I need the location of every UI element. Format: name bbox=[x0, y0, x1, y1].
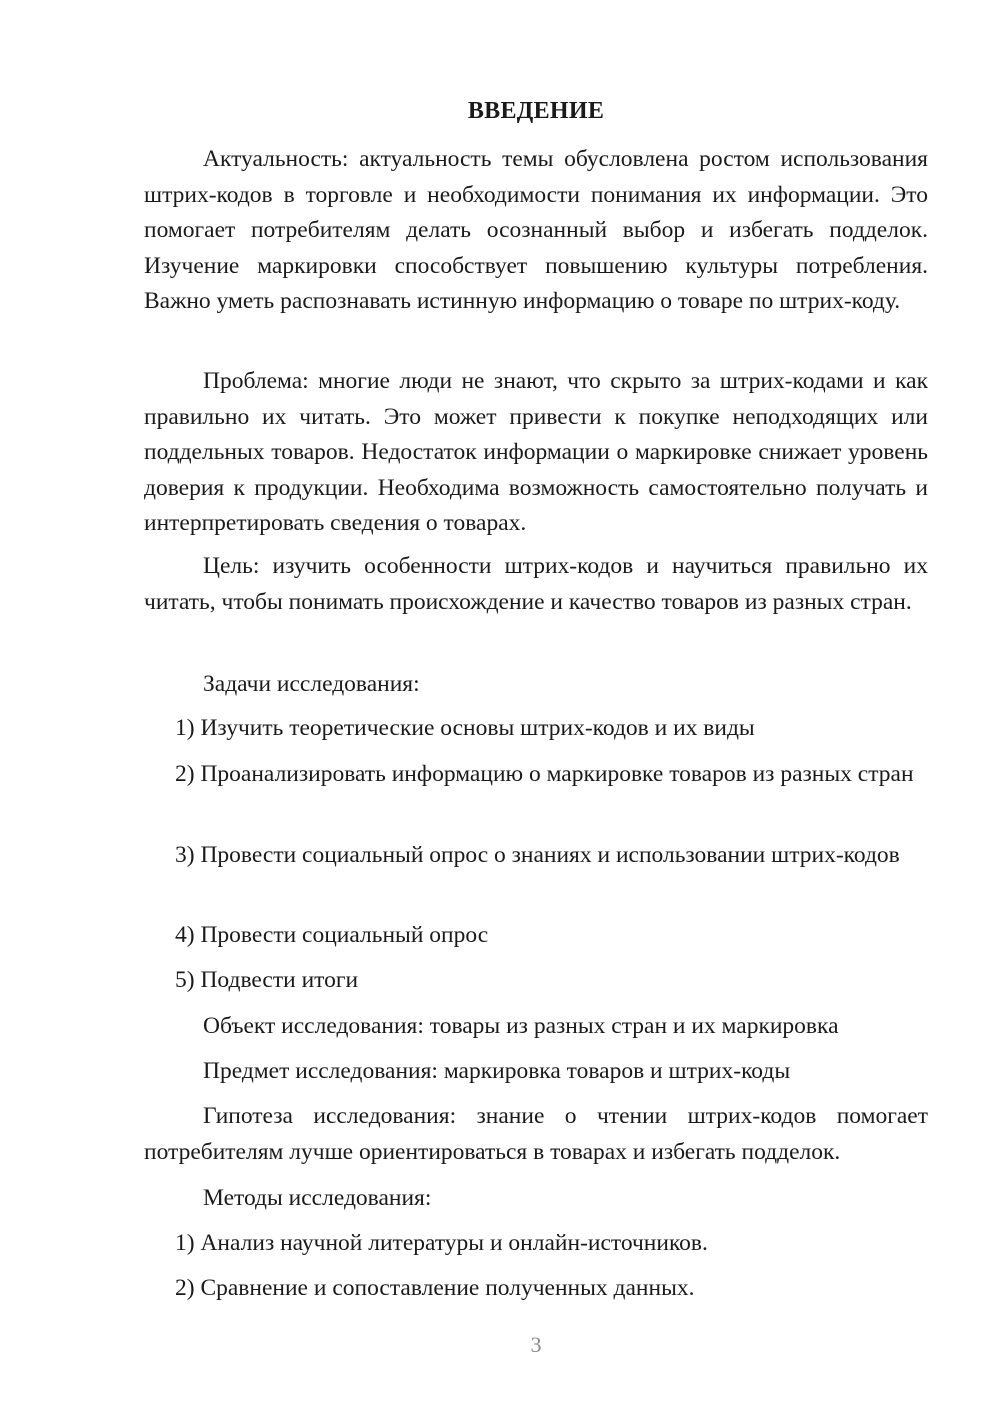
goal-paragraph: Цель: изучить особенности штрих-кодов и научиться правильно их читать, чтобы понимать происхождение и качество товаров из разных стран. bbox=[144, 553, 928, 615]
task-item-5: 5) Подвести итоги bbox=[175, 967, 359, 993]
subject-paragraph: Предмет исследования: маркировка товаров и штрих-коды bbox=[203, 1058, 791, 1084]
page-title: ВВЕДЕНИЕ bbox=[467, 98, 605, 124]
method-item-1: 1) Анализ научной литературы и онлайн-источников. bbox=[175, 1230, 708, 1256]
problem-paragraph: Проблема: многие люди не знают, что скрыто за штрих-кодами и как правильно их читать. Это может привести к покупке неподходящих или поддельных товаров. Недостаток информации о маркировке снижает уровень доверия к продукции. Необходима возможность самостоятельно получать и интерпретировать сведения о товарах. bbox=[144, 368, 928, 536]
object-paragraph: Объект исследования: товары из разных стран и их маркировка bbox=[203, 1013, 839, 1039]
task-item-3: 3) Провести социальный опрос о знаниях и использовании штрих-кодов bbox=[175, 842, 900, 868]
task-item-1: 1) Изучить теоретические основы штрих-кодов и их виды bbox=[175, 715, 755, 741]
methods-heading: Методы исследования: bbox=[203, 1185, 432, 1211]
hypothesis-paragraph: Гипотеза исследования: знание о чтении штрих-кодов помогает потребителям лучше ориентироваться в товарах и избегать подделок. bbox=[144, 1103, 928, 1165]
tasks-heading: Задачи исследования: bbox=[203, 671, 420, 697]
task-item-2: 2) Проанализировать информацию о маркировке товаров из разных стран bbox=[175, 761, 914, 787]
page-number: 3 bbox=[530, 1332, 542, 1357]
task-item-4: 4) Провести социальный опрос bbox=[175, 922, 489, 948]
method-item-2: 2) Сравнение и сопоставление полученных данных. bbox=[175, 1275, 695, 1301]
relevance-paragraph: Актуальность: актуальность темы обусловлена ростом использования штрих-кодов в торговле и необходимости понимания их информации. Это помогает потребителям делать осознанный выбор и избегать подделок. Изучение маркировки способствует повышению культуры потребления. Важно уметь распознавать истинную информацию о товаре по штрих-коду. bbox=[144, 146, 928, 314]
